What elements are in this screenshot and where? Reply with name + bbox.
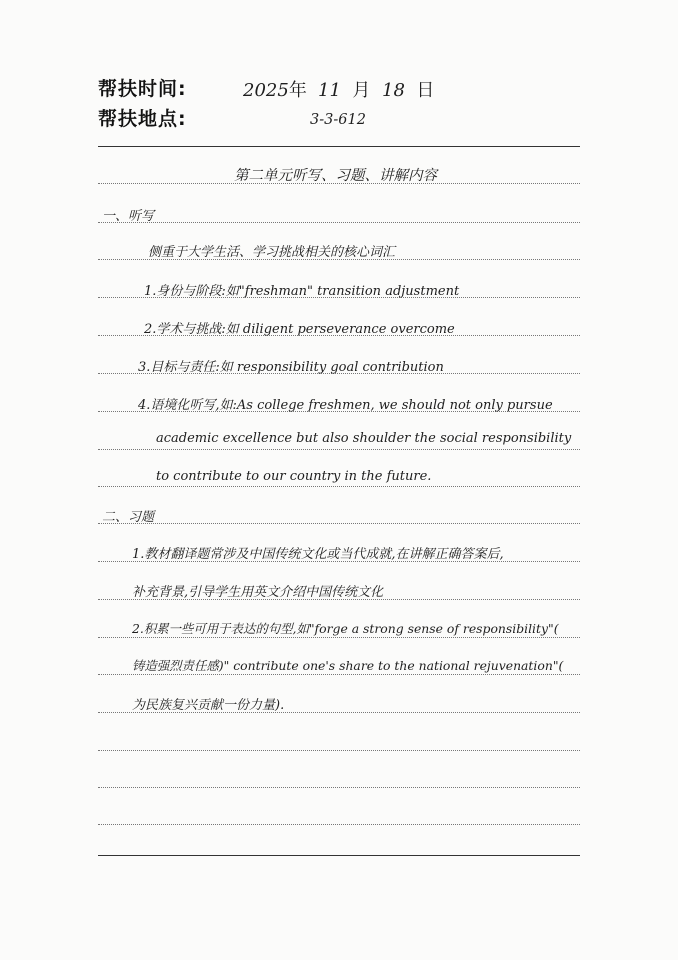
section1-intro: 侧重于大学生活、学习挑战相关的核心词汇: [148, 245, 396, 260]
section2-item-1: 1.教材翻译题常涉及中国传统文化或当代成就,在讲解正确答案后,: [132, 547, 504, 562]
ruled-line: [98, 486, 580, 487]
section1-item-4-continued: academic excellence but also shoulder the social responsibility: [156, 431, 572, 446]
ruled-line: [98, 449, 580, 450]
section1-item-2: 2.学术与挑战:如 diligent perseverance overcome: [144, 322, 455, 337]
section2-item-2: 2.积累一些可用于表达的句型,如"forge a strong sense of responsibility"(: [132, 621, 559, 636]
section1-item-4: 4.语境化听写,如:As college freshmen, we should not only pursue: [138, 398, 553, 413]
section1-item-1: 1.身份与阶段:如"freshman" transition adjustment: [144, 284, 460, 299]
place-value: 3-3-612: [310, 112, 366, 128]
ruled-line: [98, 750, 580, 751]
section2-item-2-end: 为民族复兴贡献一份力量).: [132, 698, 285, 713]
month-value: 11 月: [318, 80, 371, 101]
day-value: 18 日: [382, 80, 435, 101]
help-time-label: 帮扶时间:: [98, 78, 187, 100]
notes-title: 第二单元听写、习题、讲解内容: [234, 168, 437, 184]
section1-item-4-end: to contribute to our country in the future.: [156, 469, 432, 484]
ruled-line: [98, 637, 580, 638]
help-place-label: 帮扶地点:: [98, 108, 187, 130]
bottom-solid-rule: [98, 855, 580, 856]
ruled-line: [98, 222, 580, 223]
ruled-line: [98, 824, 580, 825]
section1-item-3: 3.目标与责任:如 responsibility goal contribution: [138, 360, 444, 375]
top-solid-rule: [98, 146, 580, 147]
section1-heading: 一、听写: [102, 209, 155, 224]
section2-heading: 二、习题: [102, 510, 155, 525]
section2-item-2-continued: 铸造强烈责任感)" contribute one's share to the national rejuvenation"(: [132, 658, 564, 673]
ruled-line: [98, 787, 580, 788]
year-value: 2025年: [243, 80, 307, 101]
ruled-line: [98, 674, 580, 675]
section2-item-1-continued: 补充背景,引导学生用英文介绍中国传统文化: [132, 585, 384, 600]
ruled-line: [98, 523, 580, 524]
